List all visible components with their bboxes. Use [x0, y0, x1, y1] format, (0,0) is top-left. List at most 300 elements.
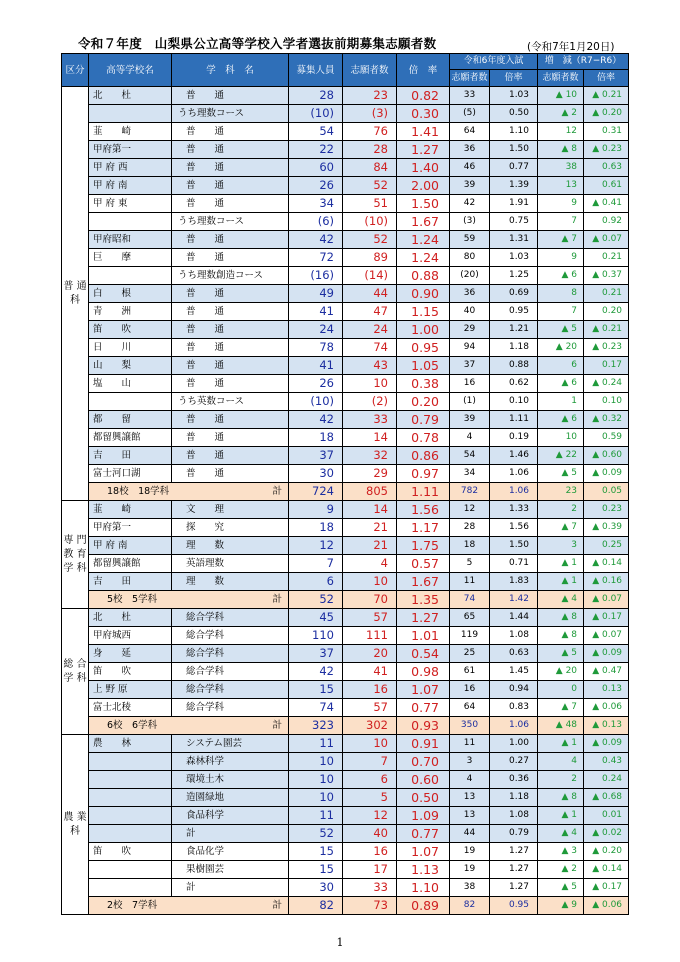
change-applicants-value: ▲ 3: [538, 843, 584, 861]
change-applicants-value: 4: [538, 753, 584, 771]
category-label: 専 門 教 育 学 科: [62, 501, 89, 609]
prev-ratio-value: 1.18: [490, 789, 538, 807]
table-row: [62, 213, 629, 231]
school-name: 青 洲: [89, 303, 172, 321]
total-label: [89, 897, 289, 915]
change-applicants-value: ▲ 6: [538, 375, 584, 393]
prev-applicants-value: 25: [450, 645, 490, 663]
prev-applicants-value: 16: [450, 375, 490, 393]
applicants-value: 4: [343, 555, 397, 573]
table-row: [62, 573, 629, 591]
capacity-value: 37: [289, 447, 343, 465]
table-row: [62, 825, 629, 843]
applicants-value: 10: [343, 735, 397, 753]
applicants-value: 16: [343, 681, 397, 699]
change-ratio-value: ▲ 0.23: [584, 339, 629, 357]
ratio-value: 1.00: [397, 321, 450, 339]
prev-ratio-value: 1.83: [490, 573, 538, 591]
total-change-ratio: ▲ 0.06: [584, 897, 629, 915]
department-name: 普 通: [172, 177, 289, 195]
department-name: 文 理: [172, 501, 289, 519]
applicants-value: 12: [343, 807, 397, 825]
department-name: 総合学科: [172, 627, 289, 645]
prev-applicants-value: 4: [450, 429, 490, 447]
change-ratio-value: 0.31: [584, 123, 629, 141]
change-applicants-value: 12: [538, 123, 584, 141]
total-kei: 計: [272, 720, 282, 731]
prev-applicants-value: 54: [450, 447, 490, 465]
department-name: 普 通: [172, 321, 289, 339]
table-row: [62, 555, 629, 573]
ratio-value: 0.79: [397, 411, 450, 429]
table-row: [62, 393, 629, 411]
change-ratio-value: ▲ 0.21: [584, 321, 629, 339]
change-ratio-value: ▲ 0.60: [584, 447, 629, 465]
department-name: うち理数コース: [172, 213, 289, 231]
prev-ratio-value: 1.25: [490, 267, 538, 285]
table-row: [62, 105, 629, 123]
change-applicants-value: ▲ 2: [538, 861, 584, 879]
change-ratio-value: ▲ 0.09: [584, 465, 629, 483]
table-row: [62, 303, 629, 321]
prev-ratio-value: 1.39: [490, 177, 538, 195]
applicants-value: 14: [343, 429, 397, 447]
prev-applicants-value: (1): [450, 393, 490, 411]
applicants-value: 74: [343, 339, 397, 357]
total-label: [89, 717, 289, 735]
applicants-value: 57: [343, 699, 397, 717]
capacity-value: 9: [289, 501, 343, 519]
change-ratio-value: ▲ 0.06: [584, 699, 629, 717]
capacity-value: 49: [289, 285, 343, 303]
ratio-value: 1.41: [397, 123, 450, 141]
applicants-value: 6: [343, 771, 397, 789]
header-school: 高等学校名: [89, 54, 172, 87]
ratio-value: 0.98: [397, 663, 450, 681]
table-row: [62, 411, 629, 429]
ratio-value: 0.91: [397, 735, 450, 753]
change-ratio-value: 0.21: [584, 249, 629, 267]
prev-ratio-value: 1.00: [490, 735, 538, 753]
total-applicants: 73: [343, 897, 397, 915]
prev-ratio-value: 0.19: [490, 429, 538, 447]
capacity-value: 28: [289, 87, 343, 105]
change-ratio-value: 0.10: [584, 393, 629, 411]
department-name: 普 通: [172, 375, 289, 393]
school-name: 甲府城西: [89, 627, 172, 645]
ratio-value: 0.50: [397, 789, 450, 807]
prev-ratio-value: 0.94: [490, 681, 538, 699]
prev-applicants-value: 59: [450, 231, 490, 249]
change-applicants-value: ▲ 10: [538, 87, 584, 105]
capacity-value: 52: [289, 825, 343, 843]
ratio-value: 0.38: [397, 375, 450, 393]
table-row: [62, 465, 629, 483]
change-ratio-value: ▲ 0.32: [584, 411, 629, 429]
ratio-value: 0.77: [397, 699, 450, 717]
applicants-value: 52: [343, 177, 397, 195]
prev-applicants-value: 61: [450, 663, 490, 681]
department-name: うち理数創造コース: [172, 267, 289, 285]
school-name: 都留興譲館: [89, 555, 172, 573]
prev-ratio-value: 1.10: [490, 123, 538, 141]
change-applicants-value: ▲ 8: [538, 789, 584, 807]
ratio-value: 1.15: [397, 303, 450, 321]
capacity-value: 72: [289, 249, 343, 267]
applicants-value: (3): [343, 105, 397, 123]
prev-ratio-value: 0.62: [490, 375, 538, 393]
header-applicants: 志願者数: [343, 54, 397, 87]
category-label: 普 通 科: [62, 87, 89, 501]
department-name: 理 数: [172, 537, 289, 555]
applicants-value: 44: [343, 285, 397, 303]
ratio-value: 0.82: [397, 87, 450, 105]
total-ratio: 0.89: [397, 897, 450, 915]
prev-ratio-value: 0.88: [490, 357, 538, 375]
applicants-value: 84: [343, 159, 397, 177]
total-row: [62, 717, 629, 735]
table-row: [62, 429, 629, 447]
ratio-value: 0.54: [397, 645, 450, 663]
total-capacity: 323: [289, 717, 343, 735]
prev-ratio-value: 1.46: [490, 447, 538, 465]
total-change-ratio: ▲ 0.07: [584, 591, 629, 609]
header-prev-year: 令和6年度入試: [450, 54, 538, 70]
school-name: 甲府昭和: [89, 231, 172, 249]
school-name: 笛 吹: [89, 321, 172, 339]
total-row: [62, 591, 629, 609]
total-prev-ratio: 1.06: [490, 483, 538, 501]
ratio-value: 0.20: [397, 393, 450, 411]
total-label: [89, 483, 289, 501]
table-row: [62, 339, 629, 357]
applicants-value: 43: [343, 357, 397, 375]
prev-applicants-value: 94: [450, 339, 490, 357]
change-applicants-value: ▲ 1: [538, 573, 584, 591]
ratio-value: 0.90: [397, 285, 450, 303]
change-ratio-value: 0.20: [584, 303, 629, 321]
applicants-value: (14): [343, 267, 397, 285]
change-ratio-value: ▲ 0.09: [584, 645, 629, 663]
change-applicants-value: ▲ 4: [538, 825, 584, 843]
change-ratio-value: 0.21: [584, 285, 629, 303]
school-name: 日 川: [89, 339, 172, 357]
change-applicants-value: ▲ 2: [538, 105, 584, 123]
prev-applicants-value: 19: [450, 861, 490, 879]
prev-ratio-value: 1.08: [490, 627, 538, 645]
change-applicants-value: ▲ 8: [538, 627, 584, 645]
header-capacity: 募集人員: [289, 54, 343, 87]
department-name: 森林科学: [172, 753, 289, 771]
page-number: 1: [336, 936, 344, 949]
prev-ratio-value: 0.10: [490, 393, 538, 411]
change-applicants-value: ▲ 5: [538, 465, 584, 483]
table-row: [62, 663, 629, 681]
prev-applicants-value: 36: [450, 141, 490, 159]
change-applicants-value: 2: [538, 501, 584, 519]
total-prev-applicants: 82: [450, 897, 490, 915]
prev-ratio-value: 1.50: [490, 141, 538, 159]
change-applicants-value: ▲ 6: [538, 267, 584, 285]
department-name: 普 通: [172, 447, 289, 465]
ratio-value: 1.27: [397, 609, 450, 627]
prev-applicants-value: 119: [450, 627, 490, 645]
school-name: 白 根: [89, 285, 172, 303]
table-row: [62, 231, 629, 249]
applicants-value: 20: [343, 645, 397, 663]
ratio-value: 0.60: [397, 771, 450, 789]
capacity-value: 18: [289, 519, 343, 537]
department-name: 探 究: [172, 519, 289, 537]
capacity-value: 42: [289, 231, 343, 249]
change-applicants-value: 8: [538, 285, 584, 303]
total-ratio: 1.35: [397, 591, 450, 609]
change-ratio-value: 0.13: [584, 681, 629, 699]
table-row: [62, 609, 629, 627]
prev-ratio-value: 0.75: [490, 213, 538, 231]
capacity-value: 30: [289, 465, 343, 483]
capacity-value: 15: [289, 681, 343, 699]
ratio-value: 0.57: [397, 555, 450, 573]
table-row: [62, 753, 629, 771]
header-ratio: 倍 率: [397, 54, 450, 87]
department-name: 普 通: [172, 429, 289, 447]
total-prev-applicants: 74: [450, 591, 490, 609]
department-name: 普 通: [172, 87, 289, 105]
prev-ratio-value: 1.08: [490, 807, 538, 825]
prev-applicants-value: 64: [450, 699, 490, 717]
change-ratio-value: ▲ 0.47: [584, 663, 629, 681]
ratio-value: 0.86: [397, 447, 450, 465]
capacity-value: 26: [289, 375, 343, 393]
prev-applicants-value: 4: [450, 771, 490, 789]
table-row: [62, 699, 629, 717]
applicants-value: 16: [343, 843, 397, 861]
school-name: 都留興譲館: [89, 429, 172, 447]
table-row: [62, 879, 629, 897]
ratio-value: 0.78: [397, 429, 450, 447]
department-name: 普 通: [172, 123, 289, 141]
ratio-value: 0.95: [397, 339, 450, 357]
prev-applicants-value: 39: [450, 411, 490, 429]
department-name: 普 通: [172, 357, 289, 375]
school-name: [89, 879, 172, 897]
prev-applicants-value: 13: [450, 807, 490, 825]
applicants-value: 76: [343, 123, 397, 141]
header-change-applicants: 志願者数: [538, 70, 584, 87]
table-row: [62, 537, 629, 555]
applicants-value: 21: [343, 519, 397, 537]
school-name: [89, 267, 172, 285]
school-name: [89, 861, 172, 879]
total-change-applicants: ▲ 48: [538, 717, 584, 735]
ratio-value: 1.27: [397, 141, 450, 159]
total-change-applicants: ▲ 4: [538, 591, 584, 609]
prev-ratio-value: 1.06: [490, 465, 538, 483]
change-ratio-value: ▲ 0.17: [584, 609, 629, 627]
school-name: 甲 府 東: [89, 195, 172, 213]
change-ratio-value: 0.61: [584, 177, 629, 195]
ratio-value: 1.40: [397, 159, 450, 177]
capacity-value: 6: [289, 573, 343, 591]
capacity-value: 60: [289, 159, 343, 177]
total-applicants: 70: [343, 591, 397, 609]
change-ratio-value: 0.23: [584, 501, 629, 519]
capacity-value: 10: [289, 753, 343, 771]
ratio-value: 0.77: [397, 825, 450, 843]
page-title: 令和７年度 山梨県公立高等学校入学者選抜前期募集志願者数: [78, 36, 437, 51]
ratio-value: 1.13: [397, 861, 450, 879]
table-row: [62, 627, 629, 645]
prev-ratio-value: 1.27: [490, 879, 538, 897]
prev-applicants-value: 18: [450, 537, 490, 555]
capacity-value: (6): [289, 213, 343, 231]
school-name: 笛 吹: [89, 843, 172, 861]
prev-ratio-value: 1.18: [490, 339, 538, 357]
capacity-value: 37: [289, 645, 343, 663]
school-name: 笛 吹: [89, 663, 172, 681]
change-ratio-value: 0.63: [584, 159, 629, 177]
change-applicants-value: 3: [538, 537, 584, 555]
change-applicants-value: ▲ 7: [538, 699, 584, 717]
school-name: [89, 807, 172, 825]
total-school-count: 5校 5学科: [107, 594, 158, 605]
applicants-value: 24: [343, 321, 397, 339]
school-name: 韮 崎: [89, 501, 172, 519]
change-applicants-value: ▲ 7: [538, 231, 584, 249]
ratio-value: 1.24: [397, 249, 450, 267]
school-name: 吉 田: [89, 447, 172, 465]
prev-applicants-value: 44: [450, 825, 490, 843]
capacity-value: 11: [289, 807, 343, 825]
department-name: 普 通: [172, 411, 289, 429]
applicants-value: 41: [343, 663, 397, 681]
change-ratio-value: ▲ 0.20: [584, 843, 629, 861]
total-prev-applicants: 782: [450, 483, 490, 501]
applicants-value: (2): [343, 393, 397, 411]
applicants-value: 33: [343, 879, 397, 897]
prev-applicants-value: 16: [450, 681, 490, 699]
prev-applicants-value: (20): [450, 267, 490, 285]
prev-ratio-value: 1.27: [490, 843, 538, 861]
applicants-value: 111: [343, 627, 397, 645]
change-applicants-value: ▲ 5: [538, 879, 584, 897]
change-ratio-value: ▲ 0.07: [584, 231, 629, 249]
change-applicants-value: ▲ 5: [538, 645, 584, 663]
ratio-value: 1.50: [397, 195, 450, 213]
department-name: 総合学科: [172, 609, 289, 627]
total-kei: 計: [272, 486, 282, 497]
prev-ratio-value: 0.77: [490, 159, 538, 177]
table-row: [62, 789, 629, 807]
applicants-value: 57: [343, 609, 397, 627]
department-name: 普 通: [172, 285, 289, 303]
change-applicants-value: ▲ 20: [538, 663, 584, 681]
department-name: 総合学科: [172, 699, 289, 717]
prev-ratio-value: 1.44: [490, 609, 538, 627]
prev-ratio-value: 1.50: [490, 537, 538, 555]
department-name: 計: [172, 825, 289, 843]
total-school-count: 6校 6学科: [107, 720, 158, 731]
change-ratio-value: 0.92: [584, 213, 629, 231]
applicants-value: 7: [343, 753, 397, 771]
applicants-value: 21: [343, 537, 397, 555]
change-ratio-value: ▲ 0.20: [584, 105, 629, 123]
total-prev-ratio: 1.06: [490, 717, 538, 735]
change-ratio-value: ▲ 0.16: [584, 573, 629, 591]
change-ratio-value: ▲ 0.17: [584, 879, 629, 897]
prev-ratio-value: 0.27: [490, 753, 538, 771]
change-applicants-value: 9: [538, 195, 584, 213]
school-name: 甲 府 西: [89, 159, 172, 177]
school-name: [89, 825, 172, 843]
school-name: [89, 789, 172, 807]
department-name: 英語理数: [172, 555, 289, 573]
department-name: 普 通: [172, 249, 289, 267]
prev-ratio-value: 1.03: [490, 249, 538, 267]
applicants-value: 28: [343, 141, 397, 159]
table-row: [62, 177, 629, 195]
school-name: [89, 393, 172, 411]
school-name: 韮 崎: [89, 123, 172, 141]
applicants-value: 29: [343, 465, 397, 483]
ratio-value: 0.88: [397, 267, 450, 285]
header-prev-applicants: 志願者数: [450, 70, 490, 87]
change-ratio-value: ▲ 0.39: [584, 519, 629, 537]
prev-applicants-value: (3): [450, 213, 490, 231]
prev-ratio-value: 0.50: [490, 105, 538, 123]
header-prev-ratio: 倍率: [490, 70, 538, 87]
total-prev-ratio: 1.42: [490, 591, 538, 609]
department-name: うち理数コース: [172, 105, 289, 123]
change-applicants-value: ▲ 1: [538, 555, 584, 573]
prev-ratio-value: 0.71: [490, 555, 538, 573]
total-row: [62, 897, 629, 915]
total-capacity: 52: [289, 591, 343, 609]
prev-ratio-value: 1.27: [490, 861, 538, 879]
prev-applicants-value: 5: [450, 555, 490, 573]
prev-applicants-value: (5): [450, 105, 490, 123]
applicants-value: 10: [343, 375, 397, 393]
table-row: [62, 519, 629, 537]
capacity-value: 22: [289, 141, 343, 159]
prev-applicants-value: 19: [450, 843, 490, 861]
capacity-value: 26: [289, 177, 343, 195]
ratio-value: 1.01: [397, 627, 450, 645]
total-change-ratio: 0.05: [584, 483, 629, 501]
prev-applicants-value: 42: [450, 195, 490, 213]
department-name: 普 通: [172, 303, 289, 321]
department-name: 普 通: [172, 231, 289, 249]
capacity-value: 42: [289, 663, 343, 681]
department-name: 普 通: [172, 141, 289, 159]
school-name: [89, 753, 172, 771]
table-row: [62, 375, 629, 393]
change-ratio-value: ▲ 0.14: [584, 555, 629, 573]
ratio-value: 1.05: [397, 357, 450, 375]
capacity-value: 42: [289, 411, 343, 429]
school-name: 農 林: [89, 735, 172, 753]
capacity-value: 34: [289, 195, 343, 213]
change-applicants-value: 38: [538, 159, 584, 177]
prev-applicants-value: 28: [450, 519, 490, 537]
school-name: [89, 213, 172, 231]
total-ratio: 0.93: [397, 717, 450, 735]
change-applicants-value: 7: [538, 213, 584, 231]
change-ratio-value: ▲ 0.02: [584, 825, 629, 843]
school-name: [89, 771, 172, 789]
capacity-value: 54: [289, 123, 343, 141]
